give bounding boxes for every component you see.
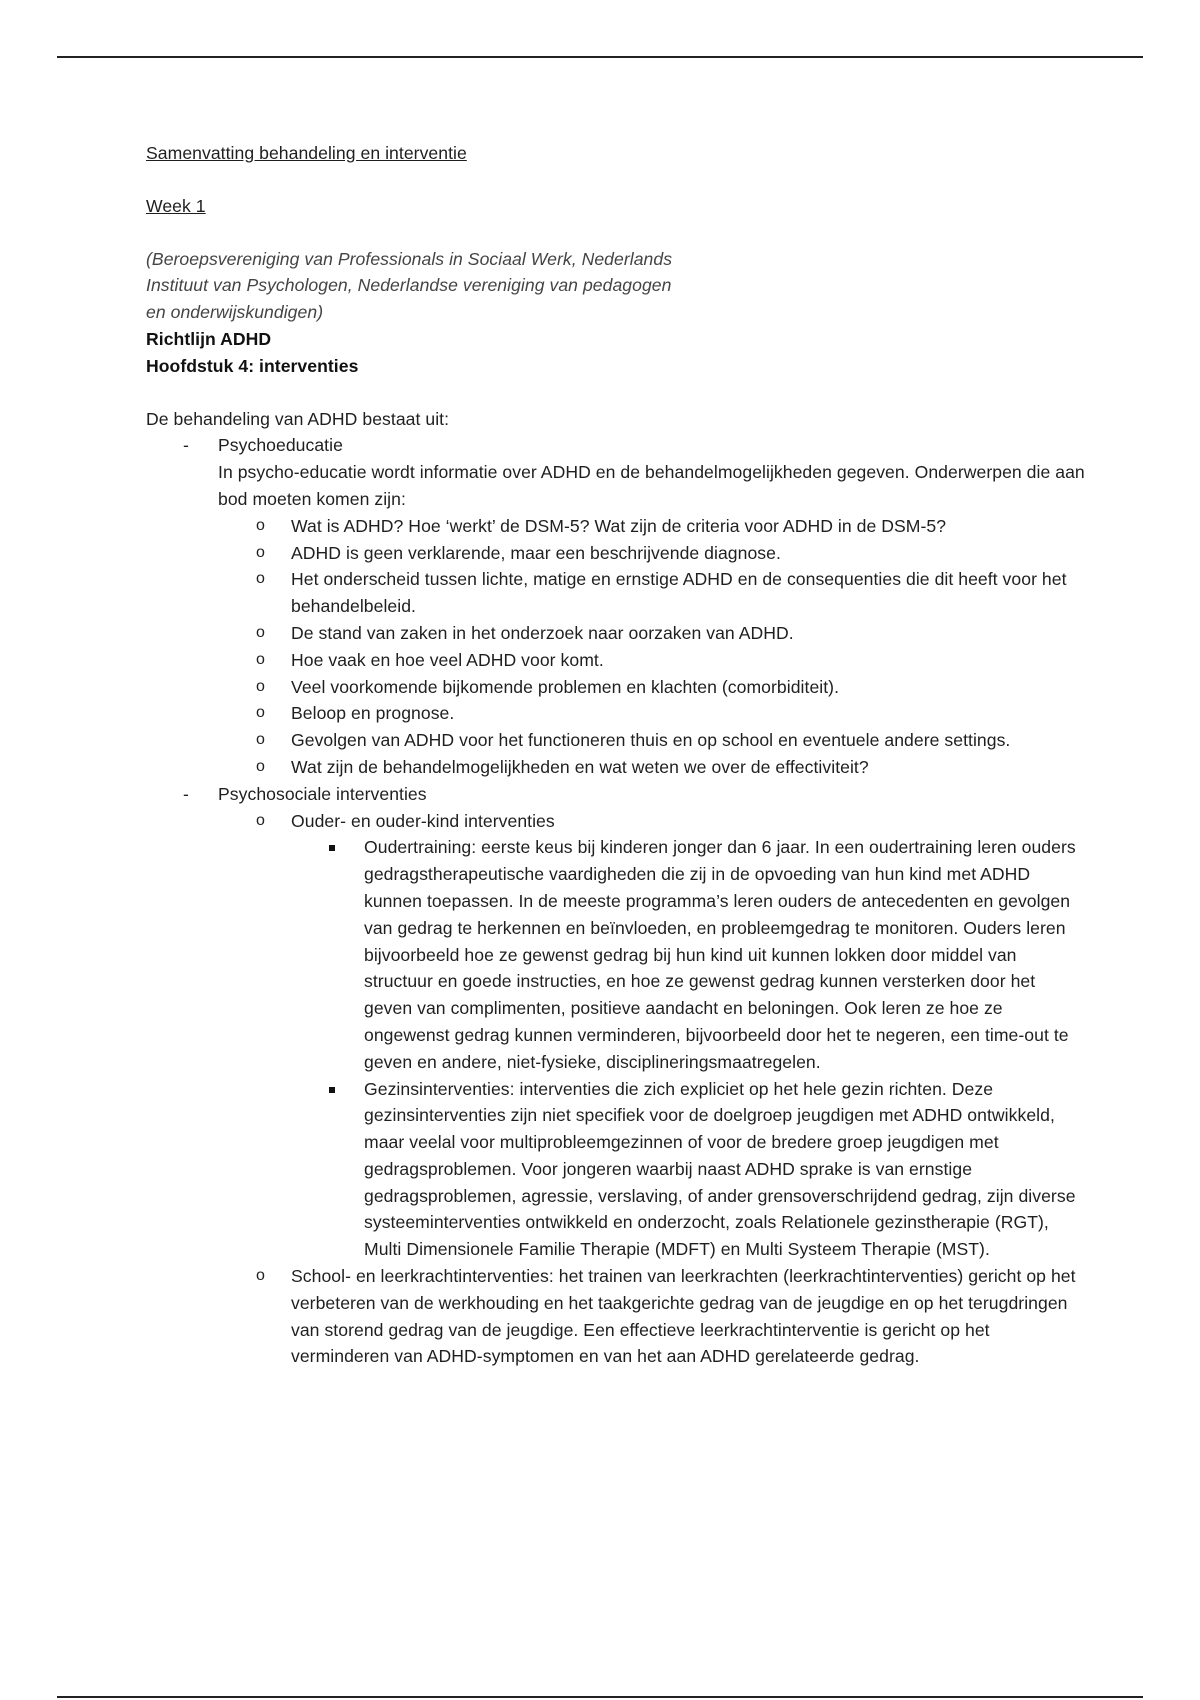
item-label: Psychosociale interventies <box>218 783 427 804</box>
list-item: o ADHD is geen verklarende, maar een beschrijvende diagnose. <box>218 540 1086 567</box>
dash-marker: - <box>183 435 189 456</box>
list-item: o Wat is ADHD? Hoe ‘werkt’ de DSM-5? Wat zijn de criteria voor ADHD in de DSM-5? <box>218 513 1086 540</box>
source-line: Instituut van Psychologen, Nederlandse vereniging van pedagogen <box>146 275 672 296</box>
list-item-psychoeducatie <box>146 432 1086 780</box>
list-item-psychosociale-interventies <box>146 781 1086 1371</box>
source-line: (Beroepsvereniging van Professionals in Sociaal Werk, Nederlands <box>146 248 673 269</box>
source-line: en onderwijskundigen) <box>146 302 324 323</box>
list-item: Gezinsinterventies: interventies die zich expliciet op het hele gezin richten. Deze gezinsinterventies zijn niet specifiek voor de doelgroep jeugdigen met ADHD ontwikkeld, maar veelal voor multiprobleemgezinnen of voor de bredere groep jeugdigen met gedragsproblemen. Voor jongeren waarbij naast ADHD sprake is van ernstige gedragsproblemen, agressie, verslaving, of ander grensoverschrijdend gedrag, zijn diverse systeeminterventies ontwikkeld en onderzocht, zoals Relationele gezinstherapie (RGT), Multi Dimensionele Familie Therapie (MDFT) en Multi Systeem Therapie (MST). <box>291 1076 1086 1264</box>
circle-marker: o <box>256 623 265 641</box>
list-item: o Hoe vaak en hoe veel ADHD voor komt. <box>218 647 1086 674</box>
circle-marker: o <box>256 677 265 695</box>
chapter-heading: Hoofdstuk 4: interventies <box>146 355 359 376</box>
circle-marker: o <box>256 516 265 534</box>
circle-marker: o <box>256 570 265 588</box>
guideline-heading: Richtlijn ADHD <box>146 328 272 349</box>
treatment-list <box>146 432 1086 1370</box>
circle-marker: o <box>256 704 265 722</box>
list-item: o Het onderscheid tussen lichte, matige en ernstige ADHD en de consequenties die dit heeft voor het behandelbeleid. <box>218 566 1086 620</box>
list-item: o Veel voorkomende bijkomende problemen en klachten (comorbiditeit). <box>218 674 1086 701</box>
bottom-rule <box>57 1696 1143 1698</box>
item-description: In psycho-educatie wordt informatie over ADHD en de behandelmogelijkheden gegeven. Onderwerpen die aan bod moeten komen zijn: <box>218 462 1085 509</box>
item-label: Ouder- en ouder-kind interventies <box>291 810 555 831</box>
week-heading: Week 1 <box>146 195 206 216</box>
list-item: o Gevolgen van ADHD voor het functioneren thuis en op school en eventuele andere settings. <box>218 727 1086 754</box>
item-label: Psychoeducatie <box>218 435 343 456</box>
circle-marker: o <box>256 757 265 775</box>
circle-marker: o <box>256 543 265 561</box>
square-bullet-icon <box>329 845 335 851</box>
interventions-list <box>218 808 1086 1371</box>
intro-text: De behandeling van ADHD bestaat uit: <box>146 408 450 429</box>
circle-marker: o <box>256 650 265 668</box>
circle-marker: o <box>256 811 265 829</box>
list-item-school-interventies: o School- en leerkrachtinterventies: het trainen van leerkrachten (leerkrachtinterventies) gericht op het verbeteren van de werkhouding en het taakgerichte gedrag van de jeugdige en op het terugdringen van storend gedrag van de jeugdige. Een effectieve leerkrachtinterventie is gericht op het verminderen van ADHD-symptomen en van het aan ADHD gerelateerde gedrag. <box>218 1263 1086 1370</box>
circle-marker: o <box>256 1267 265 1285</box>
list-item-ouder-interventies <box>218 808 1086 1264</box>
list-item: o De stand van zaken in het onderzoek naar oorzaken van ADHD. <box>218 620 1086 647</box>
list-item: Oudertraining: eerste keus bij kinderen jonger dan 6 jaar. In een oudertraining leren ouders gedragstherapeutische vaardigheden die zij in de opvoeding van hun kind met ADHD kunnen toepassen. In de meeste programma’s leren ouders de antecedenten en gevolgen van gedrag te herkennen en beïnvloeden, en probleemgedrag te monitoren. Ouders leren bijvoorbeeld hoe ze gewenst gedrag bij hun kind uit kunnen lokken door middel van structuur en goede instructies, en hoe ze gewenst gedrag kunnen versterken door het geven van complimenten, positieve aandacht en beloningen. Ook leren ze hoe ze ongewenst gedrag kunnen verminderen, bijvoorbeeld door het te negeren, een time-out te geven en andere, niet-fysieke, disciplineringsmaatregelen. <box>291 834 1086 1075</box>
list-item: o Beloop en prognose. <box>218 700 1086 727</box>
source-attribution <box>146 246 1086 326</box>
top-rule <box>57 56 1143 58</box>
document-title: Samenvatting behandeling en interventie <box>146 143 467 163</box>
circle-marker: o <box>256 731 265 749</box>
list-item: o Wat zijn de behandelmogelijkheden en wat weten we over de effectiviteit? <box>218 754 1086 781</box>
square-bullet-icon <box>329 1087 335 1093</box>
parent-interventions-list <box>291 834 1086 1263</box>
dash-marker: - <box>183 783 189 804</box>
topics-list <box>218 513 1086 781</box>
document-body <box>146 140 1086 1370</box>
